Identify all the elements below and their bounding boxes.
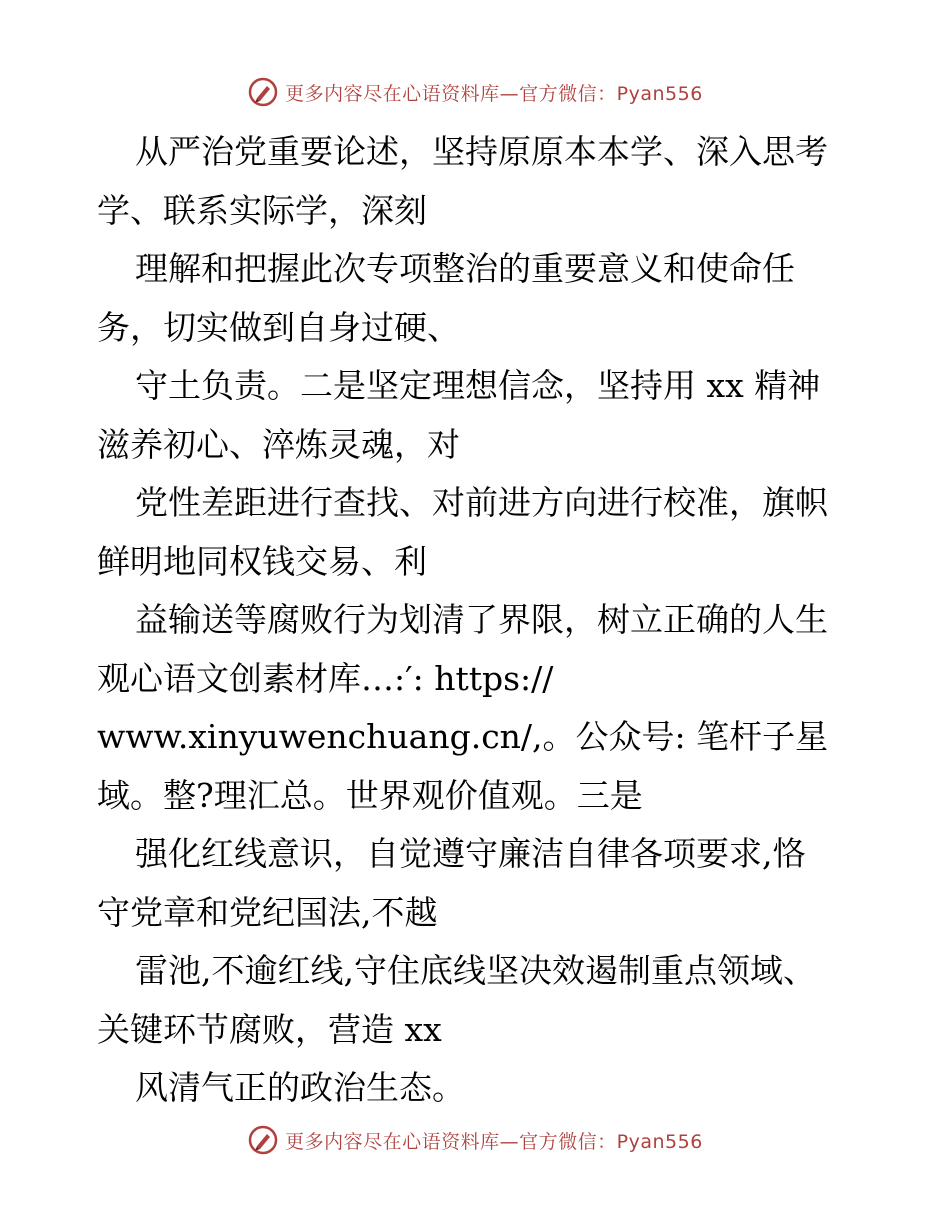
text-line: 观心语文创素材库…:′: https:// (97, 658, 554, 698)
text-line: www.xinyuwenchuang.cn/,。公众号: 笔杆子星 (97, 717, 829, 756)
text-line: 益输送等腐败行为划清了界限，树立正确的人生 (135, 600, 828, 639)
pen-logo-icon (247, 1124, 279, 1156)
text-line: 务，切实做到自身过硬、 (97, 307, 460, 347)
banner-text: 更多内容尽在心语资料库—官方微信：Pyan556 (285, 1130, 703, 1153)
header-banner (0, 72, 950, 112)
text-line: 鲜明地同权钱交易、利 (97, 541, 427, 581)
text-line: 守土负责。二是坚定理想信念，坚持用 xx 精神 (135, 366, 821, 405)
footer-banner (0, 1120, 950, 1160)
document-body (97, 123, 857, 1118)
text-line: 党性差距进行查找、对前进方向进行校准，旗帜 (135, 483, 828, 522)
text-line: 强化红线意识，自觉遵守廉洁自律各项要求,恪 (135, 834, 806, 873)
banner-text: 更多内容尽在心语资料库—官方微信：Pyan556 (285, 82, 703, 105)
text-line: 理解和把握此次专项整治的重要意义和使命任 (135, 249, 795, 288)
text-line: 域。整?理汇总。世界观价值观。三是 (97, 775, 643, 815)
text-line: 雷池,不逾红线,守住底线坚决效遏制重点领域、 (135, 951, 816, 990)
text-line: 滋养初心、淬炼灵魂，对 (97, 424, 460, 464)
pen-logo-icon (247, 76, 279, 108)
text-line: 学、联系实际学，深刻 (97, 190, 427, 230)
text-line: 关键环节腐败，营造 xx (97, 1009, 442, 1049)
text-line: 从严治党重要论述，坚持原原本本学、深入思考 (135, 132, 828, 171)
text-line: 守党章和党纪国法,不越 (97, 892, 438, 932)
text-line: 风清气正的政治生态。 (135, 1068, 465, 1107)
